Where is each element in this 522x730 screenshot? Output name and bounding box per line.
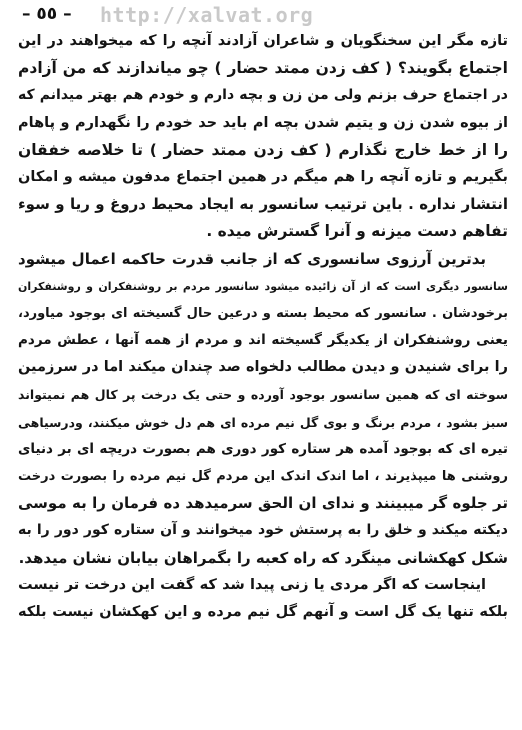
page-number: – ٥٥ –	[22, 4, 72, 24]
text-line: برخودشان . سانسور که محیط بسته و درعین حال گسیخته ای بوجود میاورد،	[18, 305, 508, 321]
text-line: یعنی روشنفکران از یکدیگر گسیخته اند و مردم از همه آنها ، عطش مردم	[18, 332, 508, 349]
text-line: از بیوه شدن زن و یتیم شدن بچه ام باید حد خودم را نگهدارم و پاهام	[18, 114, 508, 131]
body-text	[18, 28, 508, 626]
text-line: اینجاست که اگر مردی یا زنی پیدا شد که گفت این درخت تر نیست	[18, 576, 486, 593]
text-line: اجتماع بگویند؟ ( کف زدن ممتد حضار ) چو میاندازند که من آزادم	[18, 59, 508, 78]
text-line: شکل کهکشانی مینگرد که راه کعبه را بگمراهان بیابان نشان میدهد.	[18, 548, 508, 567]
text-line: بلکه تنها یک گل است و آنهم گل نیم مرده و این کهکشان نیست بلکه	[18, 603, 508, 620]
text-line: بدترین آرزوی سانسوری که از جانب قدرت حاکمه اعمال میشود	[18, 249, 486, 268]
text-line: سانسور دیگری است که از آن زائیده میشود سانسور مردم بر روشنفکران و روشنفکران	[18, 279, 508, 293]
text-line: روشنی ها میپذیرند ، اما اندک اندک این مردم گل نیم مرده را بصورت درخت	[18, 469, 508, 484]
text-line: سبز بشود ، مردم برنگ و بوی گل نیم مرده ای هم دل خوش میکنند، ودرسیاهی	[18, 414, 508, 430]
text-line: سوخته ای که همین سانسور بوجود آورده و حتی یک درخت پر کال هم نمیتواند	[18, 387, 508, 403]
text-line: تیره ای که بوجود آمده هر ستاره کور دوری هم بصورت دریچه ای بر دنیای	[18, 440, 508, 457]
text-line: در اجتماع حرف بزنم ولی من زن و بچه دارم و خودم هم بهتر میدانم که	[18, 87, 508, 104]
text-line: تفاهم دست میزنه و آنرا گسترش میده .	[206, 222, 508, 241]
watermark-url: http://xalvat.org	[100, 3, 314, 27]
text-line: را از خط خارج نگذارم ( کف زدن ممتد حضار ) تا خلاصه خفقان	[18, 140, 508, 159]
text-line: بگیریم و تازه آنچه را هم میگم در همین اجتماع مدفون میشه و امکان	[18, 168, 508, 185]
text-line: دیکته میکند و خلق را به پرستش خود میخوانند و آن ستاره کور دور را به	[18, 522, 508, 539]
text-line: تر جلوه گر میبینند و ندای ان الحق سرمیدهد ده فرمان را به موسی	[18, 494, 508, 513]
text-line: انتشار نداره . باین ترتیب سانسور به ایجاد محیط دروغ و ریا و سوء	[18, 195, 508, 214]
text-line: را برای شنیدن و دیدن مطالب دلخواه صد چندان میکند اما در سرزمین	[18, 359, 508, 376]
text-line: تازه مگر این سخنگویان و شاعران آزادند آنچه را که میخواهند در این	[18, 33, 508, 49]
